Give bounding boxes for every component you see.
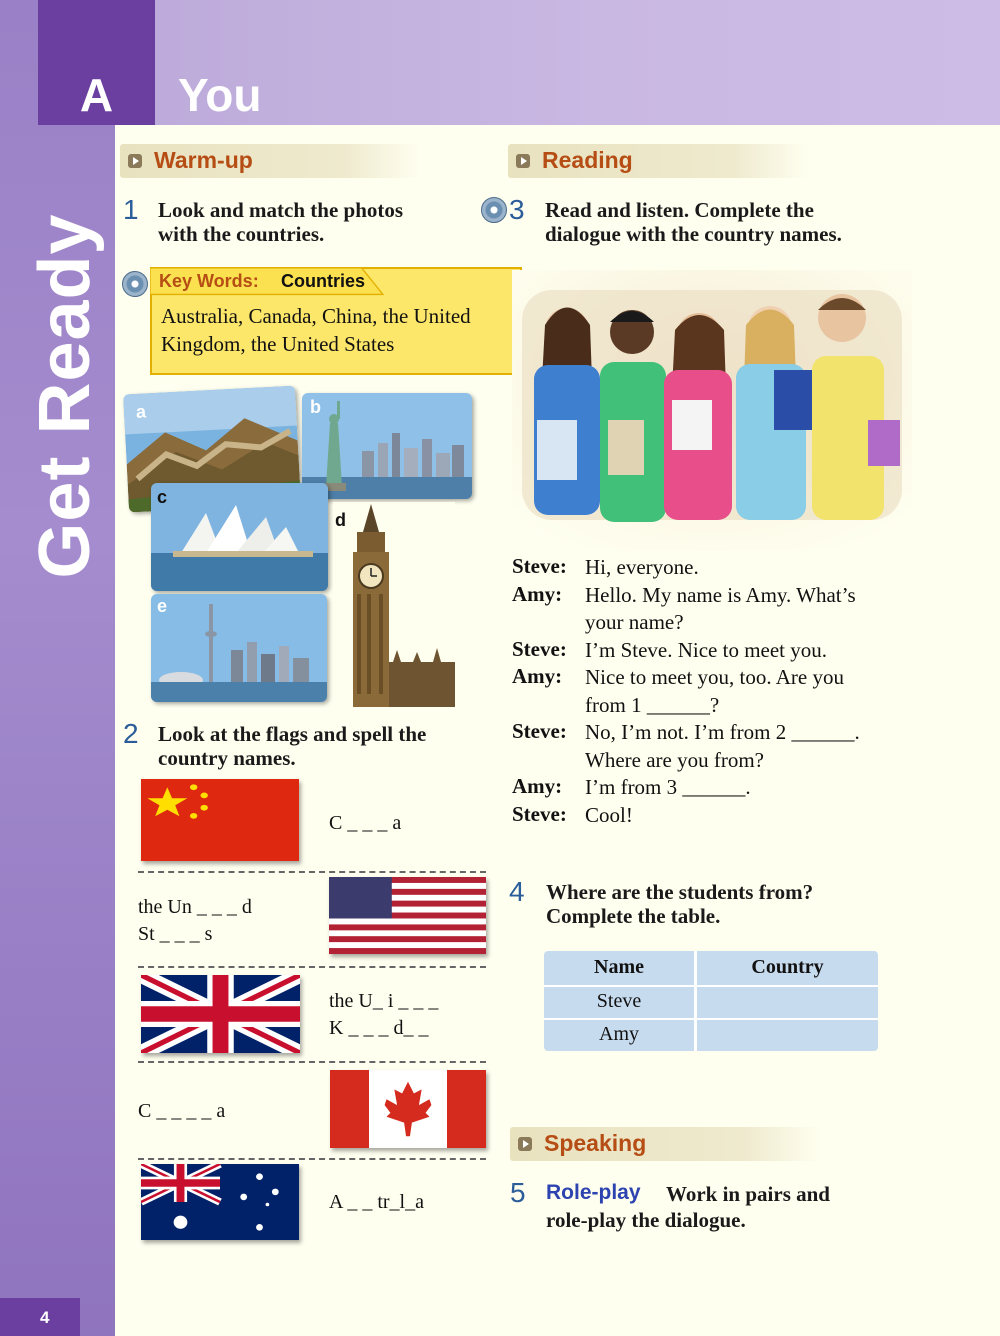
photo-statue-of-liberty[interactable] [302, 393, 472, 499]
flag-uk [141, 975, 300, 1053]
china-flag-icon [141, 779, 299, 861]
exercise-3-line-1: Read and listen. Complete the [545, 198, 814, 222]
play-bullet-icon [128, 154, 142, 168]
divider [138, 1061, 486, 1063]
dialogue-line [512, 802, 912, 830]
speaker: Steve: [512, 636, 567, 661]
dialogue-line [512, 774, 912, 802]
key-words-list [161, 302, 513, 358]
dialogue-line [512, 664, 912, 692]
side-title: Get Ready [25, 213, 105, 579]
exercise-3-number: 3 [509, 194, 525, 225]
line-text: Where are you from? [585, 747, 764, 772]
students-photo[interactable] [512, 270, 912, 550]
divider [138, 1158, 486, 1160]
spell-usa-line-1: the Un _ _ _ d [138, 896, 252, 918]
speaker: Steve: [512, 554, 567, 578]
speaker: Steve: [512, 719, 567, 743]
exercise-1-line-2: with the countries. [158, 222, 325, 246]
photo-label: d [335, 510, 346, 530]
table-header-country: Country [751, 956, 824, 978]
exercise-5-line-1: Work in pairs and [666, 1182, 830, 1206]
key-words-topic: Countries [281, 271, 366, 291]
dialogue-line [512, 692, 912, 720]
warmup-heading-label: Warm-up [154, 147, 253, 173]
unit-letter: A [79, 69, 114, 121]
table-cell-input[interactable] [697, 1023, 878, 1049]
play-bullet-icon [518, 1137, 532, 1151]
audio-cd-icon[interactable] [122, 271, 148, 297]
exercise-2-line-1: Look at the flags and spell the [158, 722, 427, 746]
exercise-4-number: 4 [509, 876, 525, 907]
exercise-4-line-2: Complete the table. [546, 904, 721, 928]
spell-usa-line-2: St _ _ _ s [138, 923, 213, 945]
speaker: Amy: [512, 774, 563, 798]
speaking-heading-label: Speaking [544, 1130, 647, 1156]
reading-heading-label: Reading [542, 147, 633, 173]
line-text: from 1 ______? [585, 692, 720, 717]
exercise-3-line-2: dialogue with the country names. [545, 222, 842, 246]
table-divider [544, 985, 878, 987]
speaker: Amy: [512, 581, 563, 606]
key-words-line-1: Australia, Canada, China, the United [161, 304, 471, 328]
australia-flag-icon [141, 1164, 299, 1240]
play-bullet-icon [516, 154, 530, 168]
photo-toronto[interactable] [151, 594, 327, 702]
unit-title: You [178, 69, 262, 121]
photo-label: e [157, 596, 168, 616]
dialogue-line [512, 554, 912, 582]
key-words-label: Key Words: [159, 271, 259, 291]
photo-label: c [157, 487, 168, 507]
sydney-opera-house-image [151, 483, 328, 591]
flag-china [141, 779, 299, 861]
exercise-1-number: 1 [123, 194, 139, 225]
warmup-heading [120, 144, 420, 178]
photo-sydney-opera-house[interactable] [151, 483, 328, 591]
spell-uk-line-1: the U_ i _ _ _ [329, 990, 439, 1012]
page-number: 4 [40, 1308, 50, 1327]
big-ben-image [333, 502, 455, 707]
line-text: Nice to meet you, too. Are you [585, 665, 844, 689]
line-text: Hi, everyone. [585, 555, 699, 579]
speaker: Steve: [512, 801, 567, 826]
spell-canada: C _ _ _ _ a [138, 1100, 226, 1122]
line-text: I’m Steve. Nice to meet you. [585, 637, 828, 662]
photo-label: a [135, 401, 147, 422]
line-text: your name? [585, 610, 684, 634]
usa-flag-icon [329, 877, 486, 954]
table-cell-input[interactable] [697, 990, 878, 1016]
exercise-4-line-1: Where are the students from? [546, 880, 814, 904]
dialogue [512, 554, 912, 829]
table-header-name: Name [594, 956, 644, 978]
spell-australia: A _ _ tr_l_a [329, 1191, 424, 1213]
line-text: Hello. My name is Amy. What’s [585, 582, 856, 607]
speaker: Amy: [512, 664, 563, 688]
table-cell: Amy [599, 1023, 639, 1045]
students-image [512, 270, 912, 550]
dialogue-line [512, 719, 912, 747]
photo-big-ben[interactable] [333, 502, 455, 707]
table-divider [544, 1018, 878, 1020]
divider [138, 966, 486, 968]
student-country-table [544, 951, 878, 1051]
photo-label: b [310, 397, 321, 417]
speaking-heading [510, 1127, 822, 1161]
dialogue-line [512, 747, 912, 775]
statue-of-liberty-image [302, 393, 472, 499]
exercise-2-line-2: country names. [158, 746, 296, 770]
exercise-2-number: 2 [123, 718, 139, 749]
exercise-5-number: 5 [510, 1177, 526, 1208]
flag-usa [329, 877, 486, 954]
flag-australia [141, 1164, 299, 1240]
divider [138, 871, 486, 873]
canada-flag-icon [330, 1070, 486, 1148]
line-text: I’m from 3 ______. [585, 775, 751, 799]
table-cell: Steve [596, 990, 642, 1012]
toronto-skyline-image [151, 594, 327, 702]
reading-heading [508, 144, 808, 178]
dialogue-line [512, 582, 912, 610]
flag-canada [330, 1070, 486, 1148]
line-text: No, I’m not. I’m from 2 ______. [585, 720, 860, 744]
exercise-5-line-2: role-play the dialogue. [546, 1208, 746, 1232]
page-number-box [0, 1298, 80, 1336]
audio-cd-icon[interactable] [481, 197, 507, 223]
line-text: Cool! [585, 802, 633, 827]
exercise-1-line-1: Look and match the photos [158, 198, 404, 222]
exercise-5-label: Role-play [546, 1181, 641, 1204]
key-words-line-2: Kingdom, the United States [161, 332, 395, 356]
uk-flag-icon [141, 975, 300, 1053]
dialogue-line [512, 637, 912, 665]
dialogue-line [512, 609, 912, 637]
spell-uk-line-2: K _ _ _ d_ _ [329, 1017, 429, 1039]
spell-china: C _ _ _ a [329, 812, 402, 834]
